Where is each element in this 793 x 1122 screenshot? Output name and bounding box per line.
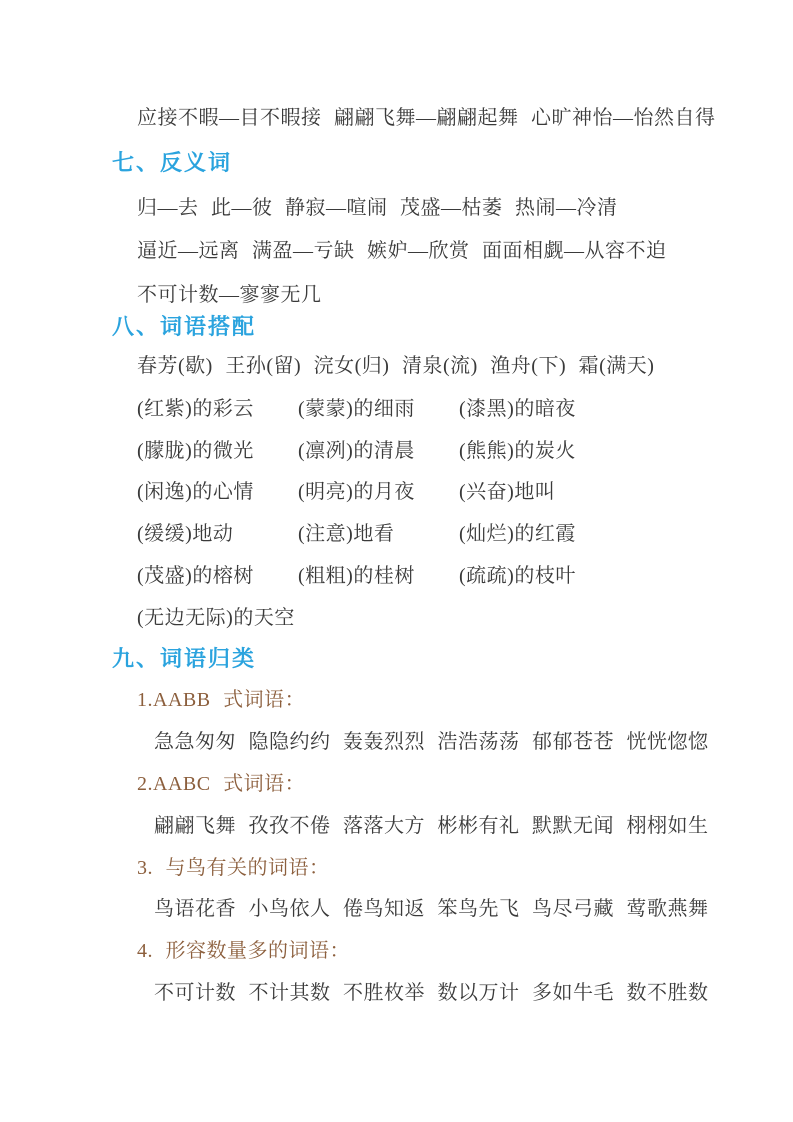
category-label-aabc: 2.AABC 式词语：: [137, 773, 306, 795]
collocation-cell: (蒙蒙)的细雨: [298, 398, 415, 420]
collocation-cell: (兴奋)地叫: [459, 481, 556, 503]
category-words-aabc: 翩翩飞舞 孜孜不倦 落落大方 彬彬有礼 默默无闻 栩栩如生: [154, 815, 709, 837]
antonym-line: 归—去 此—彼 静寂—喧闹 茂盛—枯萎 热闹—冷清: [137, 197, 618, 219]
collocation-cell: (闲逸)的心情: [137, 481, 254, 503]
collocation-cell: (明亮)的月夜: [298, 481, 415, 503]
collocation-cell: (缓缓)地动: [137, 523, 234, 545]
synonym-overflow-line: 应接不暇—目不暇接 翩翩飞舞—翩翩起舞 心旷神怡—怡然自得: [137, 107, 716, 129]
collocation-cell: (红紫)的彩云: [137, 398, 254, 420]
category-words-bird-words: 鸟语花香 小鸟依人 倦鸟知返 笨鸟先飞 鸟尽弓藏 莺歌燕舞: [154, 898, 709, 920]
antonym-line: 逼近—远离 满盈—亏缺 嫉妒—欣赏 面面相觑—从容不迫: [137, 240, 667, 262]
category-label-many-words: 4. 形容数量多的词语：: [137, 940, 350, 962]
collocation-cell: (无边无际)的天空: [137, 607, 295, 629]
collocation-row: [137, 562, 576, 590]
collocation-cell: (凛冽)的清晨: [298, 440, 415, 462]
antonym-line: 不可计数—寥寥无几: [137, 284, 322, 306]
collocation-cell: (朦胧)的微光: [137, 440, 254, 462]
collocation-row: [137, 604, 459, 632]
section-heading-collocations: 八、词语搭配: [112, 314, 257, 339]
category-label-aabb: 1.AABB 式词语：: [137, 689, 306, 711]
collocation-row: [137, 520, 576, 548]
category-words-many-words: 不可计数 不计其数 不胜枚举 数以万计 多如牛毛 数不胜数: [154, 982, 709, 1004]
category-words-aabb: 急急匆匆 隐隐约约 轰轰烈烈 浩浩荡荡 郁郁苍苍 恍恍惚惚: [154, 731, 709, 753]
category-label-bird-words: 3. 与鸟有关的词语：: [137, 857, 330, 879]
collocation-cell: (注意)地看: [298, 523, 395, 545]
section-heading-word-categories: 九、词语归类: [112, 646, 257, 671]
collocation-cell: (粗粗)的桂树: [298, 565, 415, 587]
collocation-cell: (灿烂)的红霞: [459, 523, 576, 545]
collocation-cell: (漆黑)的暗夜: [459, 398, 576, 420]
section-heading-antonyms: 七、反义词: [112, 150, 233, 175]
collocation-row: [137, 437, 576, 465]
poem-collocation-line: 春芳(歇) 王孙(留) 浣女(归) 清泉(流) 渔舟(下) 霜(满天): [137, 355, 655, 377]
collocation-row: [137, 395, 576, 423]
collocation-cell: (茂盛)的榕树: [137, 565, 254, 587]
collocation-row: [137, 478, 555, 506]
collocation-cell: (熊熊)的炭火: [459, 440, 576, 462]
collocation-cell: (疏疏)的枝叶: [459, 565, 576, 587]
